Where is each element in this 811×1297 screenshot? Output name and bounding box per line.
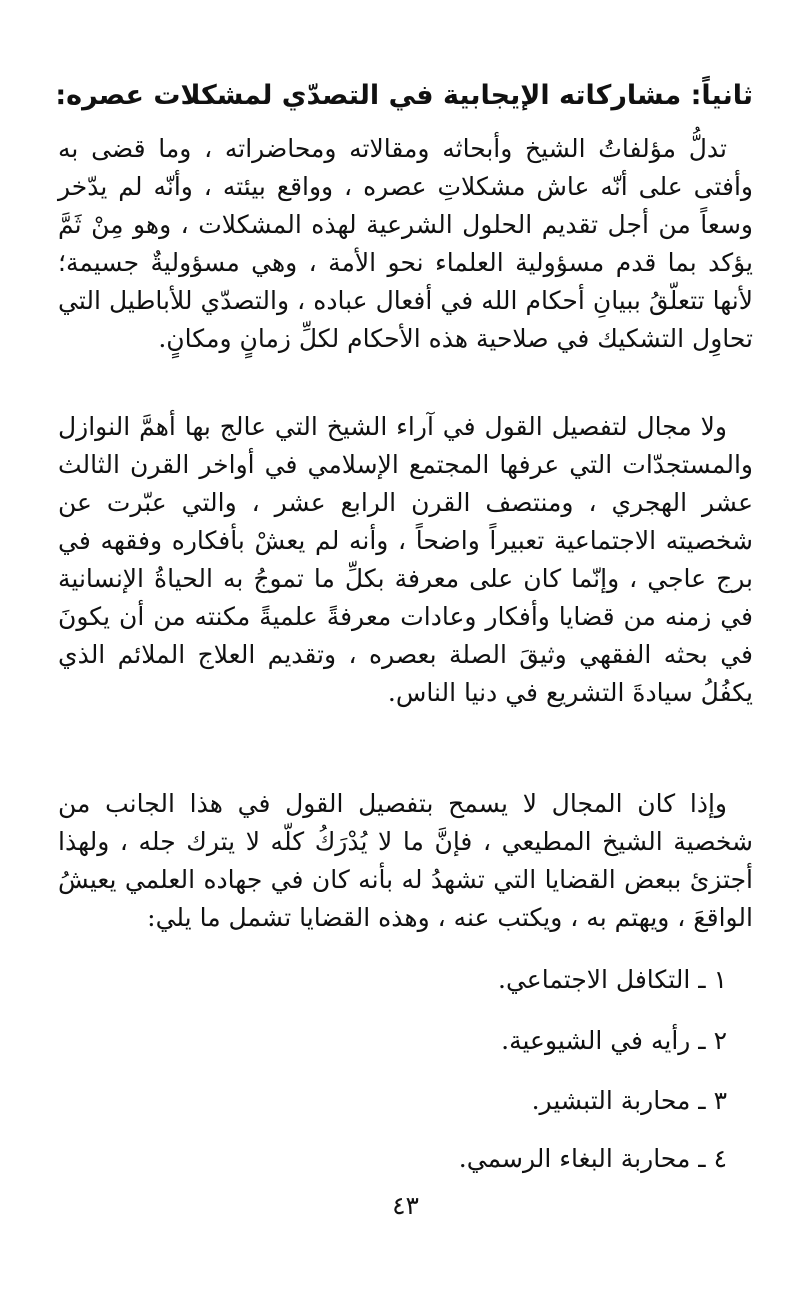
list-item-4: ٤ ـ محاربة البغاء الرسمي.: [458, 1144, 727, 1173]
list-item-2: ٢ ـ رأيه في الشيوعية.: [501, 1026, 727, 1055]
paragraph-2: ولا مجال لتفصيل القول في آراء الشيخ التي عالج بها أهمَّ النوازل والمستجدّات التي عرفها المجتمع الإسلامي في أواخر القرن الثالث عشر الهجري ، ومنتصف القرن الرابع عشر ، والتي عبّرت عن شخصيته الاجتماعية تعبيراً واضحاً ، وأنه لم يعشْ بأفكاره وفقهه في برج عاجي ، وإنّما كان على معرفة بكلِّ ما تموجُ به الحياةُ الإنسانية في زمنه من قضايا وأفكار وعادات معرفةً علميةً مكنته من أن يكونَ في بحثه الفقهي وثيقَ الصلة بعصره ، وتقديم العلاج الملائم الذي يكفُلُ سيادةَ التشريع في دنيا الناس.: [58, 412, 753, 707]
list-item-1: ١ ـ التكافل الاجتماعي.: [498, 965, 727, 994]
paragraph-1: تدلُّ مؤلفاتُ الشيخ وأبحاثه ومقالاته ومحاضراته ، وما قضى به وأفتى على أنّه عاش مشكلاتِ عصره ، وواقع بيئته ، وأنّه لم يدّخر وسعاً من أجل تقديم الحلول الشرعية لهذه المشكلات ، وهو مِنْ ثَمَّ يؤكد بما قدم مسؤولية العلماء نحو الأمة ، وهي مسؤوليةٌ جسيمة؛ لأنها تتعلّقُ ببيانِ أحكام الله في أفعال عباده ، والتصدّي للأباطيل التي تحاوِل التشكيك في صلاحية هذه الأحكام لكلِّ زمانٍ ومكانٍ.: [58, 134, 753, 353]
paragraph-3: وإذا كان المجال لا يسمح بتفصيل القول في هذا الجانب من شخصية الشيخ المطيعي ، فإنَّ ما لا يُدْرَكُ كلّه لا يترك جله ، ولهذا أجتزئ ببعض القضايا التي تشهدُ له بأنه كان في جهاده العلمي يعيشُ الواقعَ ، ويهتم به ، ويكتب عنه ، وهذه القضايا تشمل ما يلي:: [58, 789, 753, 932]
section-heading: ثانياً: مشاركاته الإيجابية في التصدّي لمشكلات عصره:: [55, 80, 753, 111]
list-item-3: ٣ ـ محاربة التبشير.: [531, 1086, 727, 1115]
page-number: ٤٣: [392, 1191, 419, 1220]
